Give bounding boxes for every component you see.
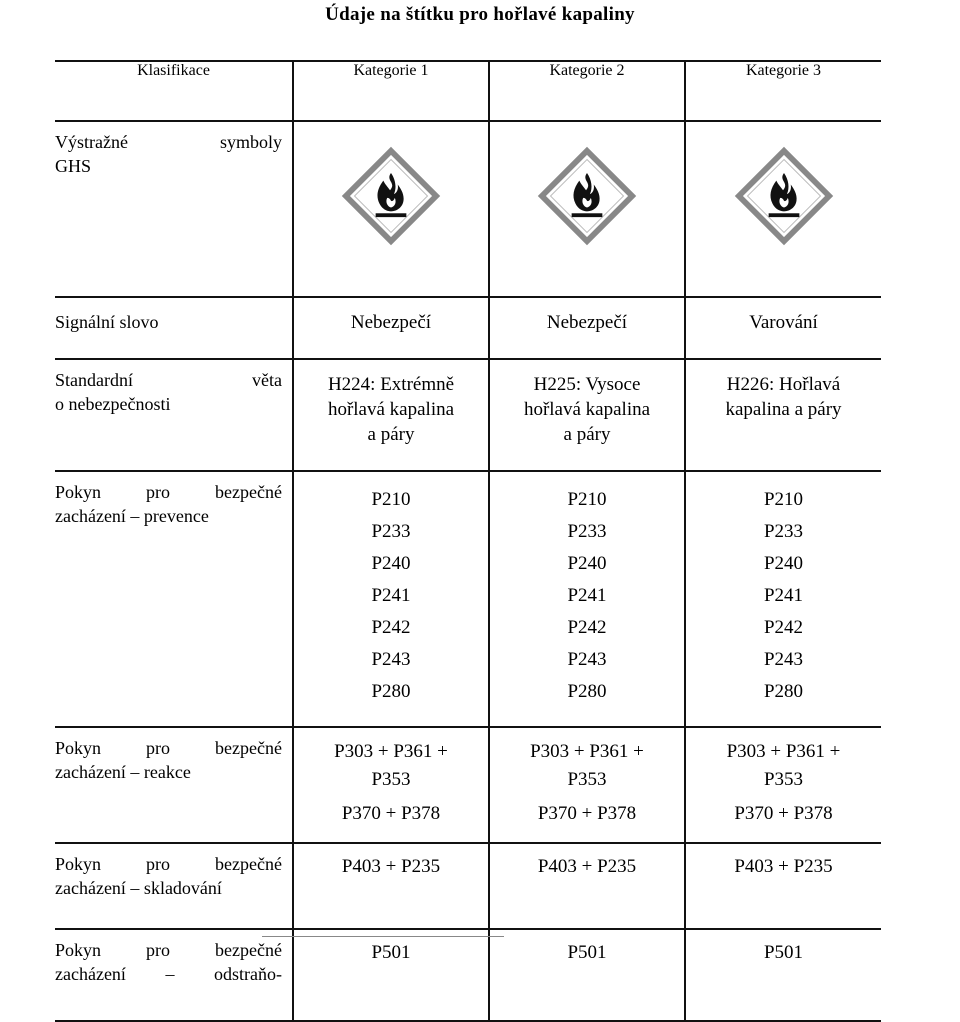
disposal-code-category-2: P501 xyxy=(489,929,685,1021)
header-category-2: Kategorie 2 xyxy=(489,61,685,121)
ghs-flame-icon xyxy=(539,148,635,244)
table-row-ghs xyxy=(55,121,881,297)
disposal-label: Pokyn pro bezpečné zacházení – odstraňo- xyxy=(55,929,293,1021)
table-row-hazard-statement xyxy=(55,359,881,471)
ghs-cell-category-1 xyxy=(293,121,489,297)
signal-word-category-3: Varování xyxy=(685,297,881,359)
signal-word-category-1: Nebezpečí xyxy=(293,297,489,359)
page-title: Údaje na štítku pro hořlavé kapaliny xyxy=(325,4,635,25)
prevention-codes-category-1: P210 P233 P240 P241 P242 P243 P280 xyxy=(293,471,489,727)
prevention-label: Pokyn pro bezpečné zacházení – prevence xyxy=(55,471,293,727)
header-category-3: Kategorie 3 xyxy=(685,61,881,121)
table-row-disposal xyxy=(55,929,881,1021)
storage-code-category-2: P403 + P235 xyxy=(489,843,685,929)
table-row-reaction xyxy=(55,727,881,843)
label-table xyxy=(55,60,881,1022)
bottom-divider xyxy=(262,936,504,937)
hazard-statement-label: Standardní věta o nebezpečnosti xyxy=(55,359,293,471)
storage-code-category-1: P403 + P235 xyxy=(293,843,489,929)
disposal-code-category-1: P501 xyxy=(293,929,489,1021)
signal-word-category-2: Nebezpečí xyxy=(489,297,685,359)
header-classification: Klasifikace xyxy=(55,61,293,121)
hazard-statement-category-2: H225: Vysoce hořlavá kapalina a páry xyxy=(489,359,685,471)
reaction-codes-category-3: P303 + P361 + P353 P370 + P378 xyxy=(685,727,881,843)
storage-code-category-3: P403 + P235 xyxy=(685,843,881,929)
hazard-statement-category-1: H224: Extrémně hořlavá kapalina a páry xyxy=(293,359,489,471)
ghs-flame-icon xyxy=(736,148,832,244)
ghs-label-line1: Výstražné symboly xyxy=(55,132,282,152)
prevention-codes-category-2: P210 P233 P240 P241 P242 P243 P280 xyxy=(489,471,685,727)
prevention-codes-category-3: P210 P233 P240 P241 P242 P243 P280 xyxy=(685,471,881,727)
table-row-signal-word xyxy=(55,297,881,359)
ghs-label xyxy=(55,121,293,297)
hazard-statement-category-3: H226: Hořlavá kapalina a páry xyxy=(685,359,881,471)
label-table-container xyxy=(55,60,881,984)
storage-label: Pokyn pro bezpečné zacházení – skladování xyxy=(55,843,293,929)
ghs-cell-category-2 xyxy=(489,121,685,297)
ghs-label-line2: GHS xyxy=(55,156,92,176)
reaction-codes-category-1: P303 + P361 + P353 P370 + P378 xyxy=(293,727,489,843)
ghs-cell-category-3 xyxy=(685,121,881,297)
table-row-storage xyxy=(55,843,881,929)
header-row xyxy=(55,61,881,121)
signal-word-label: Signální slovo xyxy=(55,297,293,359)
ghs-flame-icon xyxy=(343,148,439,244)
reaction-codes-category-2: P303 + P361 + P353 P370 + P378 xyxy=(489,727,685,843)
header-category-1: Kategorie 1 xyxy=(293,61,489,121)
disposal-code-category-3: P501 xyxy=(685,929,881,1021)
table-row-prevention xyxy=(55,471,881,727)
reaction-label: Pokyn pro bezpečné zacházení – reakce xyxy=(55,727,293,843)
